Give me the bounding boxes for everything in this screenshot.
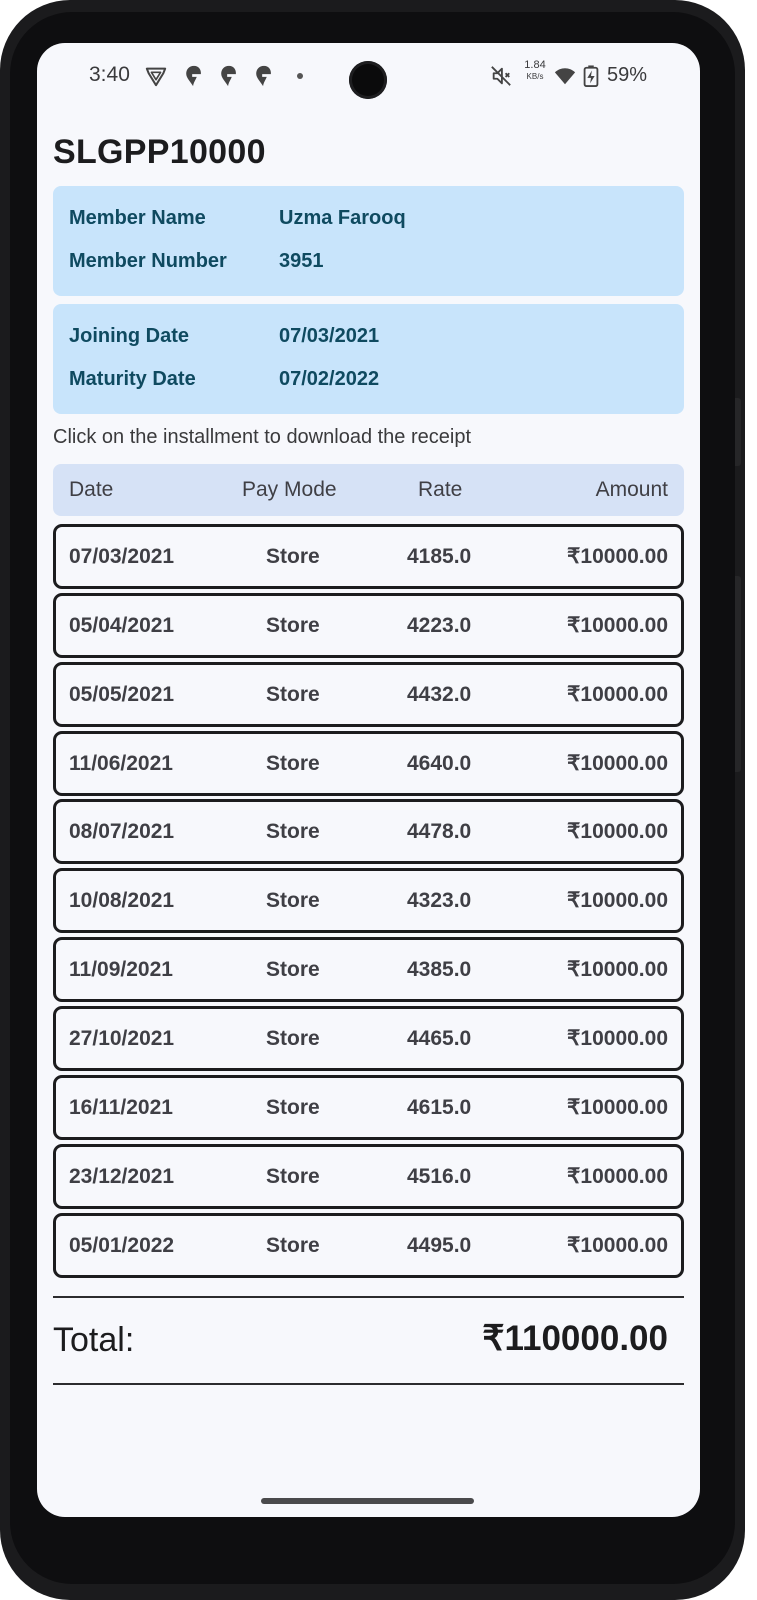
row-amount: ₹10000.00 [567, 1096, 668, 1119]
download-hint: Click on the installment to download the receipt [53, 426, 472, 448]
row-rate: 4478.0 [407, 820, 472, 843]
maturity-date-value: 07/02/2022 [279, 368, 380, 390]
row-pay-mode: Store [266, 683, 320, 706]
row-amount: ₹10000.00 [567, 820, 668, 843]
installment-row[interactable] [53, 662, 684, 727]
installment-row[interactable] [53, 937, 684, 1002]
notification-dot-icon [297, 73, 303, 79]
row-rate: 4432.0 [407, 683, 472, 706]
row-amount: ₹10000.00 [567, 958, 668, 981]
member-name-label: Member Name [69, 207, 206, 229]
mute-icon [490, 65, 512, 87]
row-pay-mode: Store [266, 1096, 320, 1119]
row-date: 27/10/2021 [69, 1027, 175, 1050]
status-bar [37, 43, 700, 113]
row-amount: ₹10000.00 [567, 1165, 668, 1188]
row-rate: 4495.0 [407, 1234, 472, 1257]
status-time: 3:40 [89, 63, 130, 86]
member-number-label: Member Number [69, 250, 227, 272]
row-date: 11/09/2021 [69, 958, 173, 981]
row-amount: ₹10000.00 [567, 683, 668, 706]
row-rate: 4385.0 [407, 958, 472, 981]
row-pay-mode: Store [266, 614, 320, 637]
row-date: 07/03/2021 [69, 545, 175, 568]
row-amount: ₹10000.00 [567, 889, 668, 912]
row-rate: 4465.0 [407, 1027, 472, 1050]
installment-row[interactable] [53, 593, 684, 658]
row-rate: 4516.0 [407, 1165, 472, 1188]
battery-percent: 59% [607, 64, 648, 86]
total-label: Total: [53, 1321, 135, 1359]
row-pay-mode: Store [266, 545, 320, 568]
network-speed [520, 60, 550, 81]
row-rate: 4615.0 [407, 1096, 472, 1119]
row-rate: 4323.0 [407, 889, 472, 912]
row-amount: ₹10000.00 [567, 1027, 668, 1050]
member-info-card [53, 186, 684, 296]
row-date: 08/07/2021 [69, 820, 175, 843]
row-amount: ₹10000.00 [567, 545, 668, 568]
total-value: ₹110000.00 [482, 1319, 668, 1358]
joining-date-label: Joining Date [69, 325, 190, 347]
battery-charging-icon [583, 65, 599, 87]
header-pay-mode: Pay Mode [242, 478, 337, 501]
installment-row[interactable] [53, 1006, 684, 1071]
row-pay-mode: Store [266, 1165, 320, 1188]
header-rate: Rate [418, 478, 463, 501]
wifi-icon [553, 65, 577, 87]
swiggy-icon [253, 65, 275, 87]
vpn-shield-icon [145, 65, 167, 87]
swiggy-icon [183, 65, 205, 87]
row-date: 05/04/2021 [69, 614, 175, 637]
row-date: 10/08/2021 [69, 889, 175, 912]
row-date: 05/05/2021 [69, 683, 175, 706]
row-date: 05/01/2022 [69, 1234, 175, 1257]
dates-info-card [53, 304, 684, 414]
row-rate: 4185.0 [407, 545, 472, 568]
total-bottom-divider [53, 1383, 684, 1385]
row-date: 16/11/2021 [69, 1096, 173, 1119]
row-pay-mode: Store [266, 958, 320, 981]
maturity-date-label: Maturity Date [69, 368, 196, 390]
row-rate: 4640.0 [407, 752, 472, 775]
home-gesture-bar[interactable] [261, 1498, 474, 1504]
header-date: Date [69, 478, 114, 501]
row-pay-mode: Store [266, 752, 320, 775]
row-amount: ₹10000.00 [567, 1234, 668, 1257]
row-rate: 4223.0 [407, 614, 472, 637]
screen [37, 43, 700, 1517]
network-speed-unit: KB/s [526, 72, 544, 81]
installment-row[interactable] [53, 524, 684, 589]
installment-row[interactable] [53, 731, 684, 796]
row-pay-mode: Store [266, 1234, 320, 1257]
page-title: SLGPP10000 [53, 133, 266, 171]
member-number-value: 3951 [279, 250, 324, 272]
row-pay-mode: Store [266, 889, 320, 912]
installment-row[interactable] [53, 868, 684, 933]
swiggy-icon [218, 65, 240, 87]
row-pay-mode: Store [266, 820, 320, 843]
installment-row[interactable] [53, 1075, 684, 1140]
row-date: 11/06/2021 [69, 752, 173, 775]
row-amount: ₹10000.00 [567, 752, 668, 775]
row-date: 23/12/2021 [69, 1165, 175, 1188]
network-speed-value: 1.84 [524, 59, 546, 71]
row-pay-mode: Store [266, 1027, 320, 1050]
table-header [53, 464, 684, 516]
installment-row[interactable] [53, 1144, 684, 1209]
header-amount: Amount [595, 478, 668, 501]
row-amount: ₹10000.00 [567, 614, 668, 637]
member-name-value: Uzma Farooq [279, 207, 406, 229]
joining-date-value: 07/03/2021 [279, 325, 380, 347]
camera-icon [349, 61, 387, 99]
installment-row[interactable] [53, 799, 684, 864]
total-top-divider [53, 1296, 684, 1298]
installment-row[interactable] [53, 1213, 684, 1278]
